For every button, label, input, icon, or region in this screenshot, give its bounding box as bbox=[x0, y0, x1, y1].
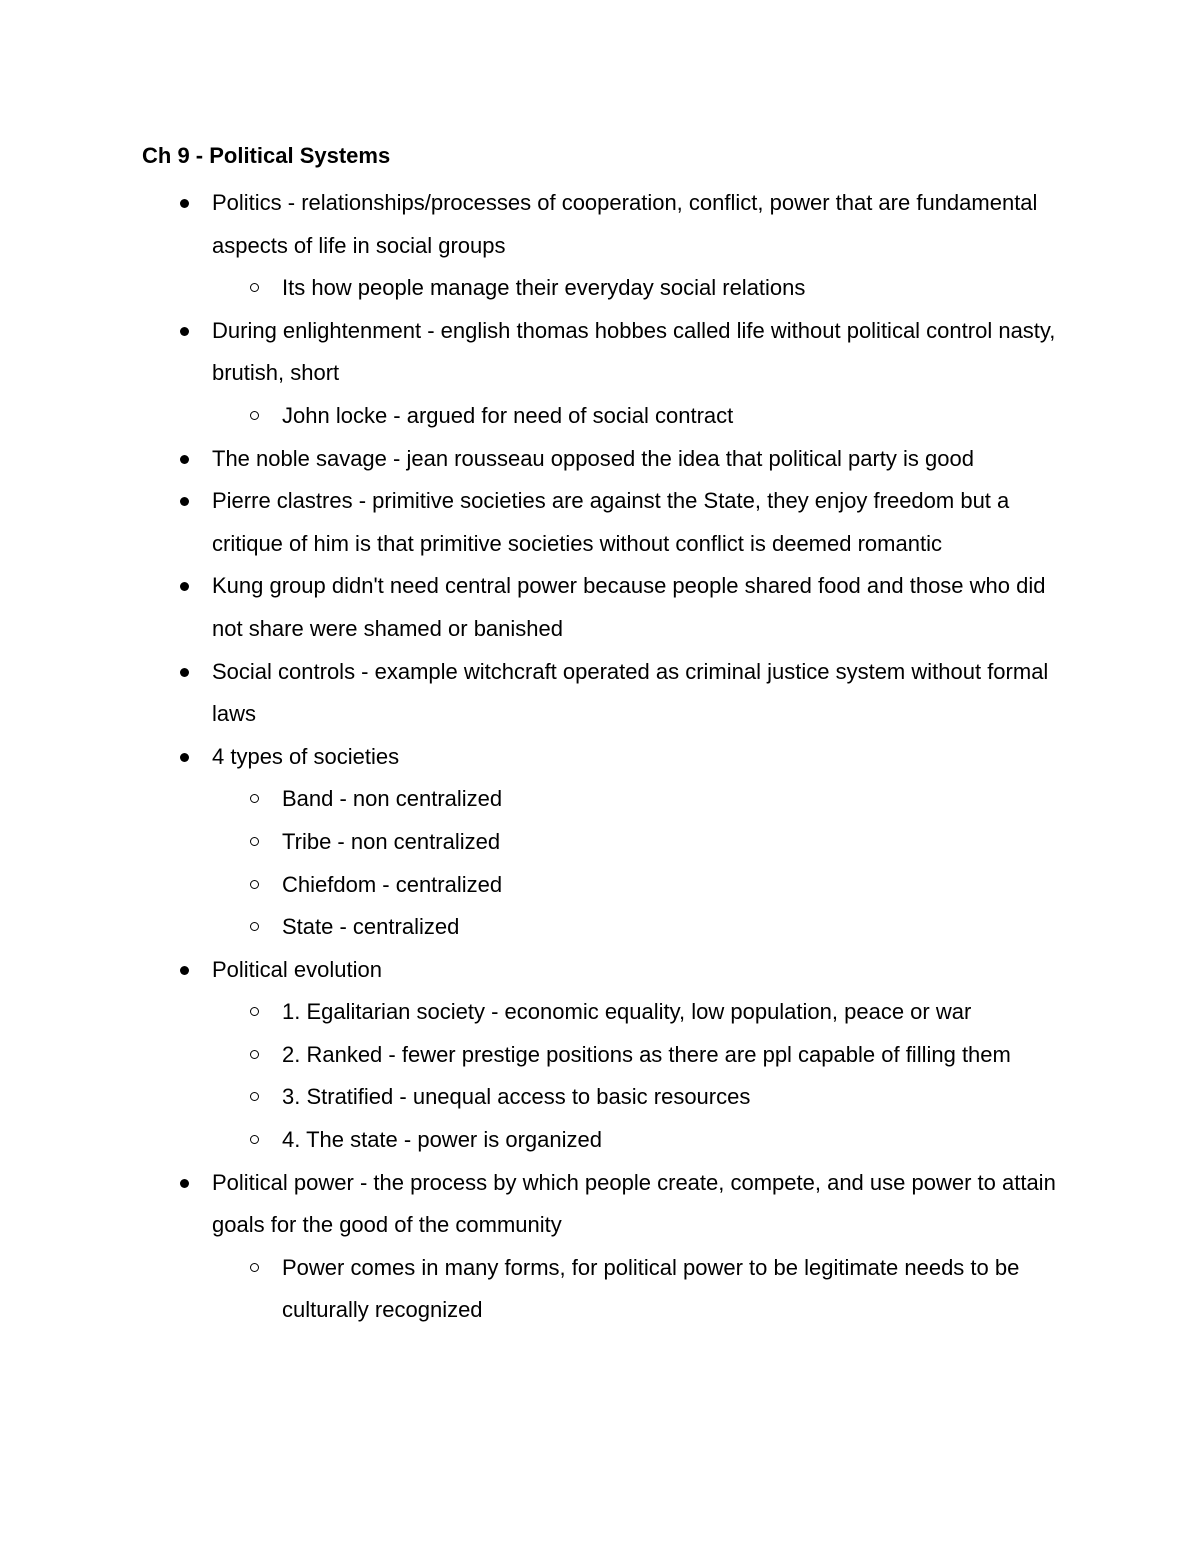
filled-bullet-icon bbox=[180, 966, 189, 975]
sub-list bbox=[212, 1247, 1072, 1332]
sub-list-item-text: Power comes in many forms, for political power to be legitimate needs to be culturally recognized bbox=[282, 1254, 1020, 1323]
sub-list-item-text: 3. Stratified - unequal access to basic resources bbox=[282, 1084, 751, 1110]
notes-list bbox=[142, 182, 1072, 1332]
filled-bullet-icon bbox=[180, 1179, 189, 1188]
sub-list-item bbox=[212, 1119, 1072, 1162]
list-item bbox=[142, 438, 1072, 481]
list-item-text: 4 types of societies bbox=[212, 743, 400, 769]
list-item bbox=[142, 480, 1072, 565]
hollow-bullet-icon bbox=[250, 1050, 259, 1059]
list-item bbox=[142, 310, 1072, 438]
filled-bullet-icon bbox=[180, 455, 189, 464]
sub-list bbox=[212, 778, 1072, 948]
list-item bbox=[142, 182, 1072, 310]
sub-list-item bbox=[212, 1076, 1072, 1119]
list-item-text: Kung group didn't need central power because people shared food and those who did not share were shamed or banished bbox=[212, 573, 1046, 641]
list-item bbox=[142, 565, 1072, 650]
sub-list bbox=[212, 267, 1072, 310]
sub-list bbox=[212, 395, 1072, 438]
hollow-bullet-icon bbox=[250, 1135, 259, 1144]
document-page bbox=[142, 140, 1072, 1332]
sub-list-item bbox=[212, 1034, 1072, 1077]
hollow-bullet-icon bbox=[250, 1092, 259, 1101]
sub-list-item-text: 1. Egalitarian society - economic equality, low population, peace or war bbox=[282, 999, 972, 1025]
list-item-text: Political evolution bbox=[212, 956, 382, 982]
sub-list-item-text: 2. Ranked - fewer prestige positions as there are ppl capable of filling them bbox=[282, 1041, 1011, 1067]
filled-bullet-icon bbox=[180, 327, 189, 336]
sub-list-item-text: 4. The state - power is organized bbox=[282, 1127, 602, 1153]
sub-list-item-text: John locke - argued for need of social contract bbox=[282, 402, 734, 428]
sub-list-item bbox=[212, 821, 1072, 864]
list-item-text: Politics - relationships/processes of cooperation, conflict, power that are fundamental aspects of life in social groups bbox=[212, 190, 1038, 258]
filled-bullet-icon bbox=[180, 582, 189, 591]
hollow-bullet-icon bbox=[250, 1007, 259, 1016]
list-item bbox=[142, 1162, 1072, 1332]
filled-bullet-icon bbox=[180, 668, 189, 677]
sub-list-item-text: Band - non centralized bbox=[282, 786, 503, 812]
sub-list-item bbox=[212, 1247, 1072, 1332]
sub-list-item-text: State - centralized bbox=[282, 914, 460, 940]
sub-list-item-text: Chiefdom - centralized bbox=[282, 871, 503, 897]
sub-list-item bbox=[212, 906, 1072, 949]
list-item-text: Political power - the process by which people create, compete, and use power to attain goals for the good of the community bbox=[212, 1169, 1056, 1238]
list-item bbox=[142, 949, 1072, 1162]
hollow-bullet-icon bbox=[250, 922, 259, 931]
list-item-text: Pierre clastres - primitive societies are against the State, they enjoy freedom but a critique of him is that primitive societies without conflict is deemed romantic bbox=[212, 488, 1010, 556]
sub-list-item bbox=[212, 778, 1072, 821]
sub-list-item-text: Its how people manage their everyday social relations bbox=[282, 275, 806, 301]
hollow-bullet-icon bbox=[250, 837, 259, 846]
hollow-bullet-icon bbox=[250, 1263, 259, 1272]
sub-list-item bbox=[212, 991, 1072, 1034]
sub-list-item bbox=[212, 395, 1072, 438]
list-item-text: Social controls - example witchcraft operated as criminal justice system without formal laws bbox=[212, 658, 1049, 727]
list-item bbox=[142, 736, 1072, 949]
hollow-bullet-icon bbox=[250, 794, 259, 803]
filled-bullet-icon bbox=[180, 497, 189, 506]
filled-bullet-icon bbox=[180, 753, 189, 762]
hollow-bullet-icon bbox=[250, 411, 259, 420]
list-item bbox=[142, 651, 1072, 736]
list-item-text: During enlightenment - english thomas hobbes called life without political control nasty, brutish, short bbox=[212, 317, 1056, 386]
sub-list-item bbox=[212, 267, 1072, 310]
page-title: Ch 9 - Political Systems bbox=[142, 143, 391, 168]
filled-bullet-icon bbox=[180, 199, 189, 208]
hollow-bullet-icon bbox=[250, 880, 259, 889]
list-item-text: The noble savage - jean rousseau opposed the idea that political party is good bbox=[212, 445, 974, 471]
sub-list-item-text: Tribe - non centralized bbox=[282, 828, 501, 854]
hollow-bullet-icon bbox=[250, 283, 259, 292]
sub-list bbox=[212, 991, 1072, 1161]
sub-list-item bbox=[212, 864, 1072, 907]
